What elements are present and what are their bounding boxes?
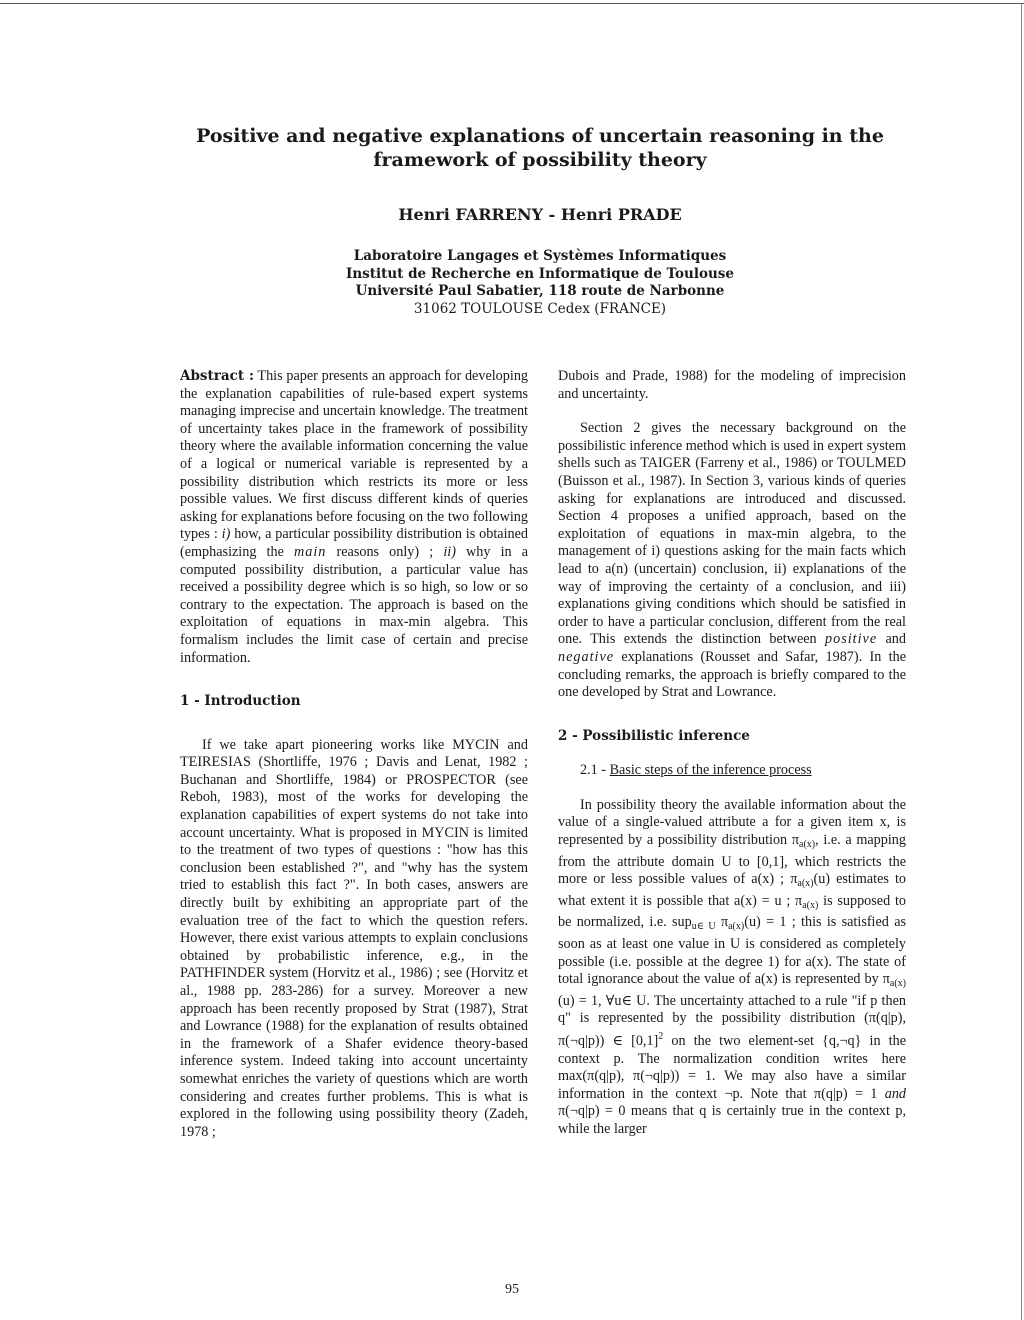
right-column (558, 368, 906, 1139)
affiliation (150, 248, 930, 318)
subsection-2-1-number: 2.1 - (580, 762, 607, 779)
abstract-main-word: main (294, 543, 327, 560)
title-line-2: framework of possibility theory (373, 149, 707, 171)
positive-word: positive (825, 631, 878, 648)
superscript-2: 2 (658, 1031, 664, 1042)
subscript-u-in-U: u∈ U (691, 921, 716, 933)
introduction-paragraph: If we take apart pioneering works like MYCIN and TEIRESIAS (Shortliffe, 1976 ; Davis and Lenat, 1982 ; Buchanan and Shortliffe, 1984) or PROSPECTOR (see Reboh, 1983), most of the works for developing the explanation capabilities of expert systems do not take into account uncertainty. What is proposed in MYCIN is limited to the treatment of two types of questions : "how has this conclusion been established ?", and "why has the system tried to establish this fact ?". In both cases, answers are directly built by exhibiting an appropriate part of the evaluation tree of the fact to which the question refers. However, there exist various attempts to explain conclusions obtained by probabilistic inference, e.g., in the PATHFINDER system (Horvitz et al., 1986) ; see (Horvitz et al., 1988 pp. 283-286) for a survey. Moreover a new approach has been recently proposed by Strat (1987), Strat and Lowrance (1988) for the explanation of results obtained in the framework of a Shafer evidence theory-based inference system. Indeed taking into account uncertainty somewhat enriches the variety of questions which are worth considering and creates further problems. This is what is explored in the following using possibility theory (Zadeh, 1978 ; (180, 736, 528, 1140)
intro-paragraph-2 (558, 420, 906, 702)
paper-title (150, 124, 930, 172)
subscript-ax: a(x) (799, 839, 816, 851)
intro-p2-text-a: Section 2 gives the necessary background on the possibilistic inference method which is used in expert system shells such as TAIGER (Farreny et al., 1986) or TOULMED (Buisson et al., 1987). In Section 3, various kinds of queries asking for explanations are introduced and discussed. Section 4 proposes a unified approach, based on the exploitation of equations in max-min algebra, to the management of i) questions asking for the main facts which lead to a(n) (uncertain) conclusion, ii) explanations of the way of improving the certainty of a conclusion, and iii) explanations giving conditions which should be satisfied in order to have a particular conclusion, different from the real one. This extends the distinction between (558, 420, 906, 648)
abstract-text-4: why in a computed possibility distribution, a particular value has received a possibility degree which is so high, so low or so contrary to the expectation. The approach is based on the exploitation of equations in max-min algebra. This formalism includes the limit case of certain and precise information. (180, 543, 529, 666)
abstract-item-ii: ii) (443, 543, 456, 560)
text-segment: , i.e. a mapping from the attribute domain U to [0,1], which restricts the more or less possible values of a(x) ; π (558, 832, 906, 888)
authors: Henri FARRENY - Henri PRADE (398, 205, 682, 224)
subscript-ax: a(x) (797, 878, 814, 890)
affiliation-line-3: Université Paul Sabatier, 118 route de Narbonne (355, 283, 725, 299)
text-segment: π (720, 914, 729, 931)
italic-and: and (884, 1085, 907, 1102)
text-segment: on the two element-set {q,¬q} in the context p. The normalization condition writes here max(π(q|p), π(¬q|p)) = 1. We may also have a similar information in the context ¬p. Note that π(q|p) = 1 (558, 1033, 906, 1102)
text-segment: (u) estimates to what extent it is possible that a(x) = u ; π (558, 871, 907, 909)
and-word: and (885, 631, 906, 648)
abstract-text-2: how, a particular possibility distribution is obtained (emphasizing the (180, 526, 529, 560)
section-1-heading: 1 - Introduction (180, 693, 301, 710)
affiliation-line-1: Laboratoire Langages et Systèmes Informatiques (353, 248, 727, 264)
title-line-1: Positive and negative explanations of uncertain reasoning in the (196, 125, 884, 147)
text-segment: π(¬q|p) = 0 means that q is certainly true in the context p, while the larger (558, 1103, 906, 1137)
affiliation-line-2: Institut de Recherche en Informatique de Toulouse (346, 265, 734, 282)
page-border-top (0, 3, 1024, 4)
page-number: 95 (505, 1282, 519, 1297)
text-segment: is supposed to be normalized, i.e. sup (558, 892, 906, 931)
intro-p2-text-b: explanations (Rousset and Safar, 1987). In the concluding remarks, the approach is briefly compared to the one developed by Strat and Lowrance. (558, 648, 906, 701)
page-border-right (1021, 3, 1022, 1320)
negative-word: negative (558, 648, 615, 665)
affiliation-line-4: 31062 TOULOUSE Cedex (FRANCE) (413, 300, 667, 317)
possibility-paragraph (558, 797, 906, 1139)
text-segment: (u) = 1 ; this is satisfied as soon as at least one value in U is considered as completely possible (i.e. possible at the degree 1) for a(x). The state of total ignorance about the value of a(x) is represented by π (558, 914, 907, 988)
abstract-text-1: This paper presents an approach for developing the explanation capabilities of rule-based expert systems managing imprecise and uncertain knowledge. The treatment of uncertainty takes place in the framework of possibility theory where the available information concerning the value of a logical or numerical variable is represented by a possibility distribution which restricts its more or less possible values. We first discuss different kinds of queries asking for explanations before focusing on the two following types : (180, 368, 529, 543)
subscript-ax: a(x) (889, 978, 906, 990)
subscript-ax: a(x) (802, 899, 819, 911)
text-segment: (u) = 1, ∀u∈ U. The uncertainty attached to a rule "if p then q" is represented by the possibility distribution (π(q|p), π(¬q|p)) ∈ [0,1] (558, 992, 906, 1049)
abstract-text-3: reasons only) ; (336, 543, 434, 560)
abstract-item-i: i) (221, 526, 231, 543)
text-segment: In possibility theory the available information about the value of a single-valued attribute a for a given item x, is represented by a possibility distribution π (558, 796, 906, 849)
abstract-paragraph (180, 368, 528, 667)
abstract-label: Abstract : (180, 368, 254, 384)
subsection-2-1-heading (558, 762, 906, 780)
subscript-ax: a(x) (728, 921, 745, 933)
intro-continuation: Dubois and Prade, 1988) for the modeling of imprecision and uncertainty. (558, 368, 906, 402)
subsection-2-1-title: Basic steps of the inference process (609, 762, 812, 779)
section-2-heading: 2 - Possibilistic inference (558, 727, 750, 744)
left-column (180, 368, 528, 1141)
